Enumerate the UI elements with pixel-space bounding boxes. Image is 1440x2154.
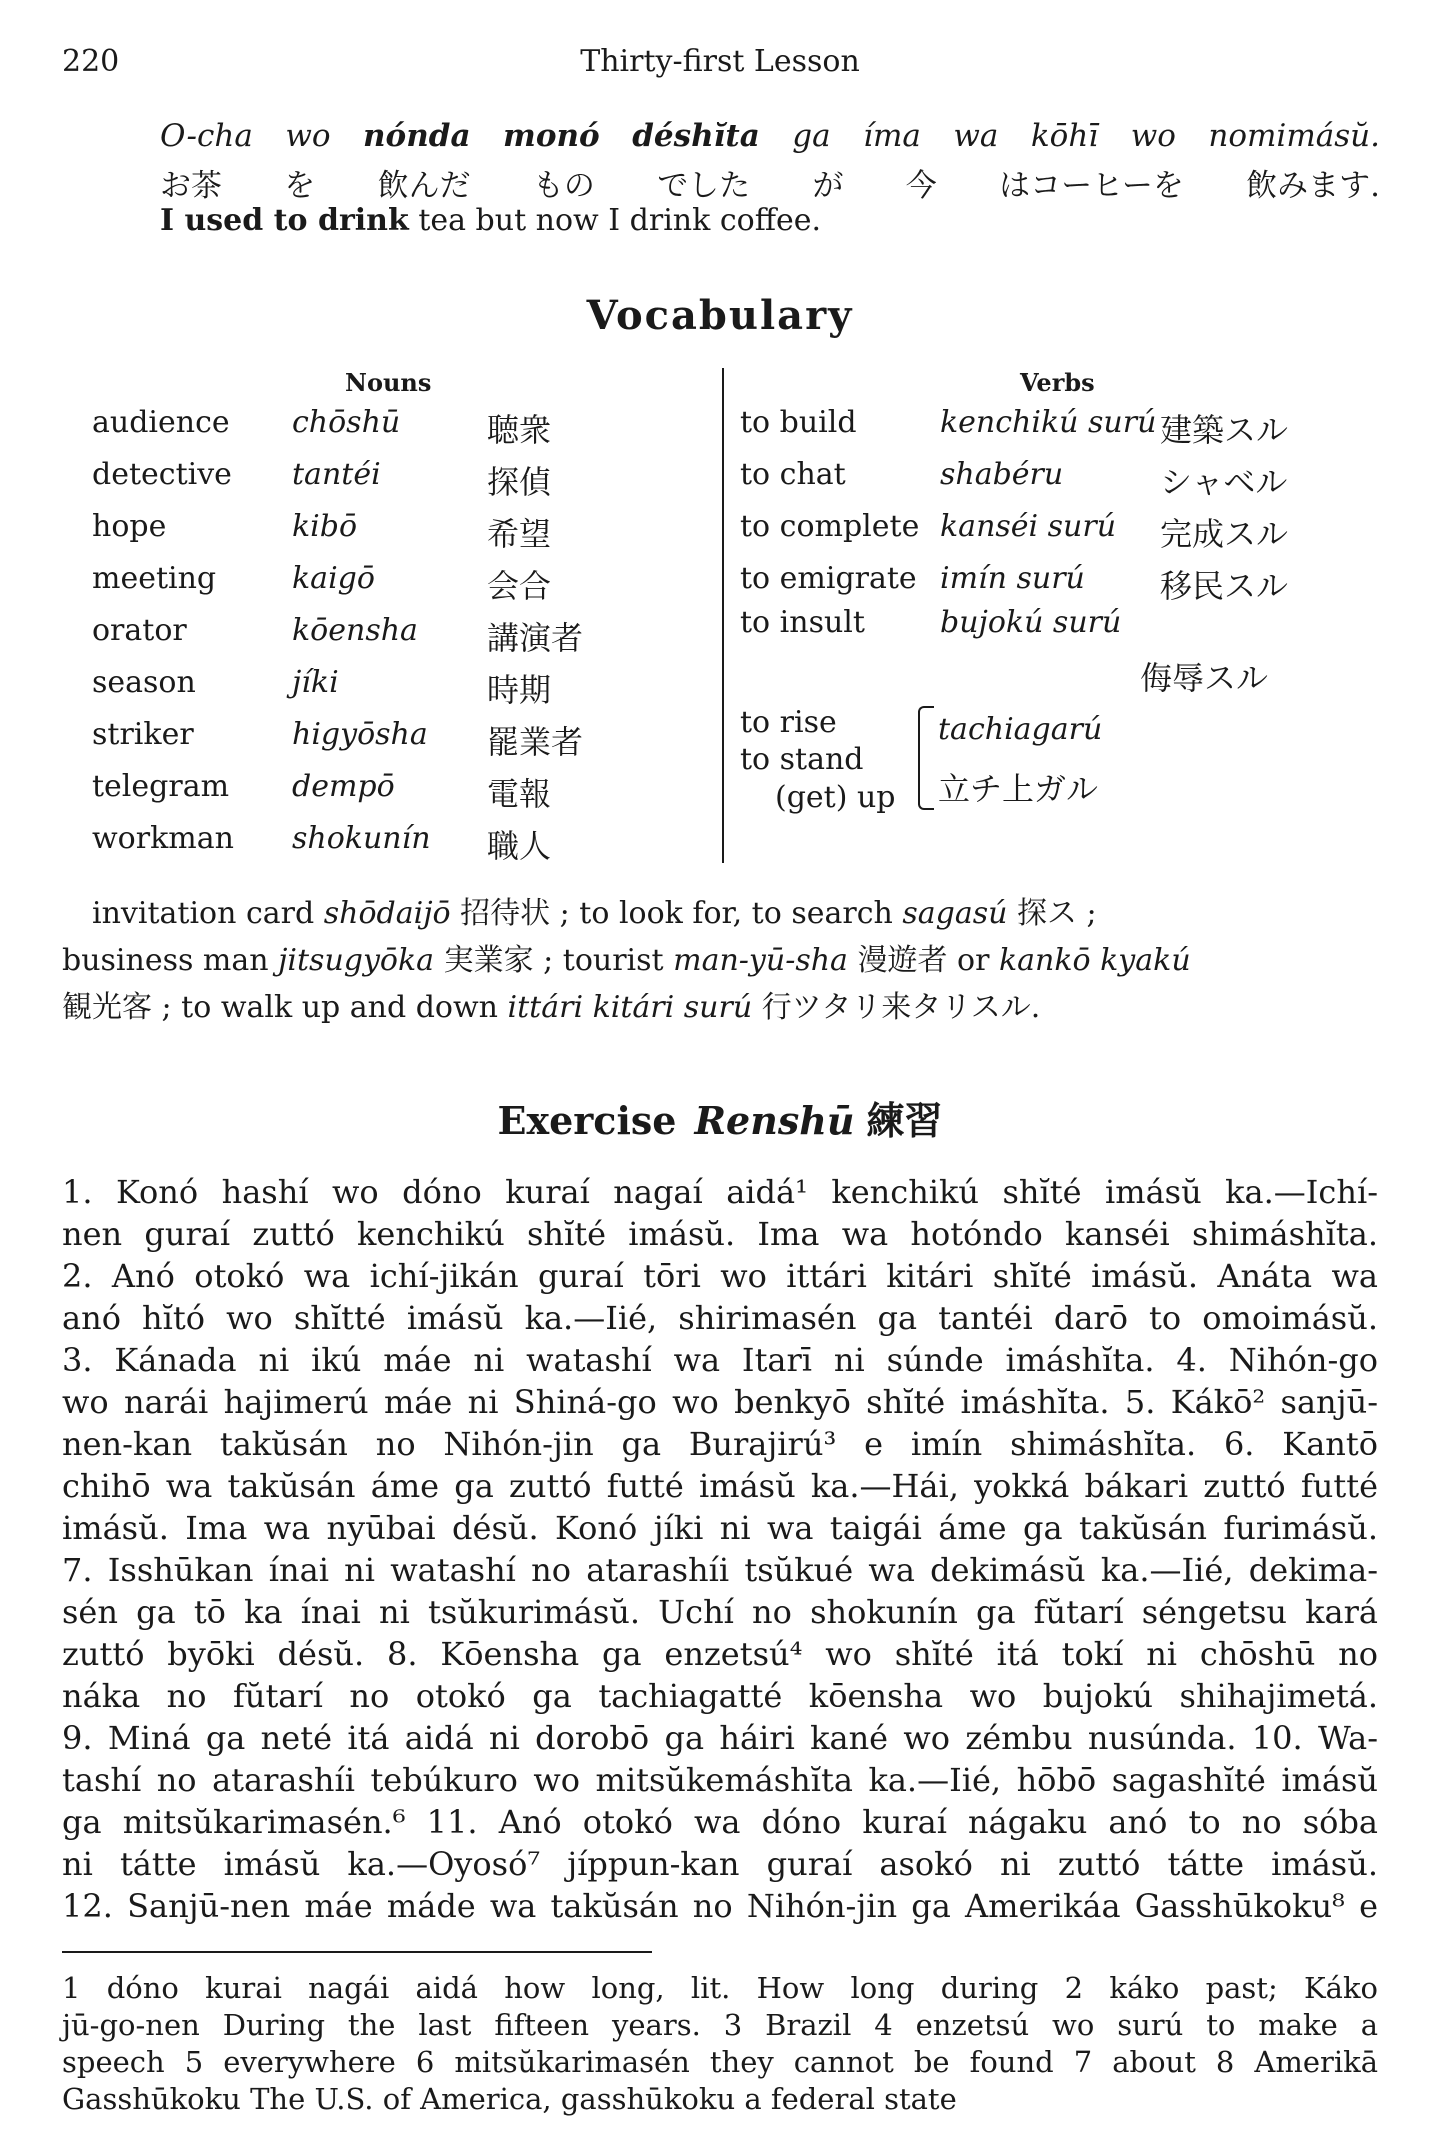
text-run: 招待状 ; to look for, to search xyxy=(450,896,903,931)
exercise-line: 2. Anó otokó wa ichí-jikán guraí tōri wo ittári kitári shĭté imásŭ. Anáta wa xyxy=(62,1257,1378,1295)
example-kana: 今 xyxy=(905,168,937,204)
verb-english: to complete xyxy=(740,509,920,544)
noun-romaji: tantéi xyxy=(292,457,381,492)
verb-kanji: 完成スル xyxy=(1160,515,1289,553)
noun-kanji: 時期 xyxy=(487,671,552,709)
running-title: Thirty-first Lesson xyxy=(580,44,860,79)
vocabulary-heading: Vocabulary xyxy=(586,292,854,339)
rise-english: to rise xyxy=(740,705,837,740)
example-english xyxy=(160,203,821,238)
exercise-line: chihō wa takŭsán áme ga zuttó futté imásŭ ka.—Hái, yokká bákari zuttó futté xyxy=(62,1467,1378,1505)
example-word: íma xyxy=(863,118,921,154)
footnote-rule xyxy=(62,1951,652,1953)
exercise-line: imásŭ. Ima wa nyūbai désŭ. Konó jíki ni wa taigái áme ga takŭsán furimásŭ. xyxy=(62,1509,1378,1547)
text-run: ittári kitári surú xyxy=(507,990,753,1025)
exercise-line: anó hĭtó wo shĭtté imásŭ ka.—Iié, shirimasén ga tantéi darō to omoimásŭ. xyxy=(62,1299,1378,1337)
footnote-line: speech 5 everywhere 6 mitsŭkarimasén they cannot be found 7 about 8 Amerikā xyxy=(62,2045,1378,2079)
noun-kanji: 聴衆 xyxy=(487,411,552,449)
insult-kanji: 侮辱スル xyxy=(1140,659,1269,697)
verb-romaji: bujokú surú xyxy=(940,605,1122,640)
example-kana: を xyxy=(284,168,316,204)
example-word: O-cha xyxy=(160,118,253,154)
vocab-extra-line xyxy=(92,888,1097,932)
verb-entry xyxy=(740,605,1400,657)
noun-romaji: kibō xyxy=(292,509,358,544)
example-word: wa xyxy=(953,118,999,154)
verb-kanji: 移民スル xyxy=(1160,567,1289,605)
example-romaji-line xyxy=(160,118,1380,154)
exercise-line: 9. Miná ga neté itá aidá ni dorobō ga háiri kané wo zémbu nusúnda. 10. Wa- xyxy=(62,1719,1378,1757)
text-run: man-yū-sha xyxy=(673,943,848,978)
verb-kanji: 建築スル xyxy=(1160,411,1289,449)
noun-english: detective xyxy=(92,457,232,492)
verb-kanji: シャベル xyxy=(1160,463,1288,501)
noun-entry xyxy=(92,613,712,665)
noun-english: workman xyxy=(92,821,234,856)
noun-kanji: 探偵 xyxy=(487,463,552,501)
verb-english: to emigrate xyxy=(740,561,917,596)
noun-english: striker xyxy=(92,717,194,752)
example-kana: お茶 xyxy=(160,168,222,204)
exercise-line: 12. Sanjū-nen máe máde wa takŭsán no Nihón-jin ga Amerikáa Gasshūkoku⁸ e xyxy=(62,1887,1378,1925)
text-run: 実業家 ; tourist xyxy=(434,943,674,978)
noun-english: season xyxy=(92,665,196,700)
exercise-line: 3. Kánada ni ikú máe ni watashí wa Itarī ni súnde imáshĭta. 4. Nihón-go xyxy=(62,1341,1378,1379)
text-run: jitsugyōka xyxy=(278,943,435,978)
text-run: shōdaijō xyxy=(323,896,451,931)
footnote-line: Gasshūkoku The U.S. of America, gasshūkoku a federal state xyxy=(62,2082,957,2116)
footnote-line: 1 dóno kurai nagái aidá how long, lit. How long during 2 káko past; Káko xyxy=(62,1971,1378,2005)
noun-entry xyxy=(92,821,712,873)
example-word: wo xyxy=(285,118,331,154)
tachiagaru-kanji: 立チ上ガル xyxy=(938,770,1099,808)
text-run: 行ツタリ来タリスル. xyxy=(752,990,1041,1025)
noun-romaji: jíki xyxy=(292,665,339,700)
noun-english: telegram xyxy=(92,769,230,804)
text-run: 探ス ; xyxy=(1007,896,1097,931)
exercise-line: 1. Konó hashí wo dóno kuraí nagaí aidá¹ kenchikú shĭté imásŭ ka.—Ichí- xyxy=(62,1173,1378,1211)
verb-english: to insult xyxy=(740,605,865,640)
verb-english: to chat xyxy=(740,457,846,492)
verb-romaji: shabéru xyxy=(940,457,1064,492)
noun-kanji: 希望 xyxy=(487,515,552,553)
verb-entry xyxy=(740,509,1400,561)
noun-kanji: 会合 xyxy=(487,567,552,605)
example-kana: でした xyxy=(657,168,751,204)
noun-entry xyxy=(92,509,712,561)
example-word: monó xyxy=(503,118,600,154)
text-run: business man xyxy=(62,943,279,978)
example-word: déshĭta xyxy=(632,118,760,154)
verbs-heading: Verbs xyxy=(1020,368,1095,397)
verb-romaji: kenchikú surú xyxy=(940,405,1157,440)
example-word: nomimásŭ. xyxy=(1208,118,1380,154)
example-kana: もの xyxy=(532,168,595,204)
example-kana: 飲みます. xyxy=(1246,168,1380,204)
noun-entry xyxy=(92,405,712,457)
noun-romaji: shokunín xyxy=(292,821,431,856)
example-word: nónda xyxy=(363,118,471,154)
page-number: 220 xyxy=(62,44,120,79)
noun-kanji: 職人 xyxy=(487,827,552,865)
exercise-line: ga mitsŭkarimasén.⁶ 11. Anó otokó wa dóno kuraí nágaku anó to no sóba xyxy=(62,1803,1378,1841)
example-kana-line xyxy=(160,160,1380,205)
verb-romaji: imín surú xyxy=(940,561,1085,596)
verb-entry xyxy=(740,457,1400,509)
noun-romaji: higyōsha xyxy=(292,717,428,752)
noun-kanji: 罷業者 xyxy=(487,723,584,761)
noun-english: hope xyxy=(92,509,167,544)
tachiagaru-romaji: tachiagarú xyxy=(938,712,1103,747)
nouns-heading: Nouns xyxy=(345,368,432,397)
verb-romaji: kanséi surú xyxy=(940,509,1117,544)
text-run: 漫遊者 or xyxy=(847,943,999,978)
exercise-line: tashí no atarashíi tebúkuro wo mitsŭkemáshĭta ka.—Iié, hōbō sagashĭté imásŭ xyxy=(62,1761,1378,1799)
verb-entry xyxy=(740,405,1400,457)
noun-english: audience xyxy=(92,405,230,440)
example-word: wo xyxy=(1130,118,1176,154)
exercise-line: ni tátte imásŭ ka.—Oyosó⁷ jíppun-kan guraí asokó ni zuttó tátte imásŭ. xyxy=(62,1845,1378,1883)
noun-romaji: kaigō xyxy=(292,561,375,596)
exercise-line: wo narái hajimerú máe ni Shiná-go wo benkyō shĭté imáshĭta. 5. Kákō² sanjū- xyxy=(62,1383,1378,1421)
text-run: 観光客 ; to walk up and down xyxy=(62,990,508,1025)
noun-romaji: dempō xyxy=(292,769,395,804)
exercise-heading-romaji: Renshū xyxy=(694,1098,855,1143)
example-word: ga xyxy=(792,118,831,154)
grouping-brace xyxy=(918,706,934,810)
exercise-line: nen-kan takŭsán no Nihón-jin ga Burajirú³ e imín shimáshĭta. 6. Kantō xyxy=(62,1425,1378,1463)
get-up-english: (get) up xyxy=(775,780,896,815)
text-run: invitation card xyxy=(92,896,324,931)
noun-kanji: 講演者 xyxy=(487,619,584,657)
noun-english: orator xyxy=(92,613,187,648)
vocab-extra-line xyxy=(62,935,1191,979)
example-kana: が xyxy=(812,168,844,204)
exercise-line: zuttó byōki désŭ. 8. Kōensha ga enzetsú⁴ wo shĭté itá tokí ni chōshū no xyxy=(62,1635,1378,1673)
exercise-line: sén ga tō ka ínai ni tsŭkurimásŭ. Uchí no shokunín ga fŭtarí séngetsu kará xyxy=(62,1593,1378,1631)
exercise-heading-kanji: 練習 xyxy=(866,1098,943,1143)
vocabulary-divider xyxy=(722,368,724,863)
noun-entry xyxy=(92,769,712,821)
noun-english: meeting xyxy=(92,561,217,596)
footnote-line: jū-go-nen During the last fifteen years. 3 Brazil 4 enzetsú wo surú to make a xyxy=(62,2008,1378,2042)
verb-english: to build xyxy=(740,405,857,440)
noun-kanji: 電報 xyxy=(487,775,552,813)
text-run: kankō kyakú xyxy=(998,943,1191,978)
text-run: sagasú xyxy=(902,896,1008,931)
example-english-rest: tea but now I drink coffee. xyxy=(418,203,822,238)
noun-entry xyxy=(92,665,712,717)
vocab-extra-line xyxy=(62,982,1040,1026)
example-word: kōhī xyxy=(1030,118,1099,154)
exercise-line: nen guraí zuttó kenchikú shĭté imásŭ. Ima wa hotóndo kanséi shimáshĭta. xyxy=(62,1215,1378,1253)
noun-entry xyxy=(92,717,712,769)
example-kana: はコーヒーを xyxy=(999,168,1184,204)
stand-english: to stand xyxy=(740,742,864,777)
noun-entry xyxy=(92,561,712,613)
noun-romaji: chōshū xyxy=(292,405,401,440)
exercise-heading-english: Exercise xyxy=(497,1098,677,1143)
noun-entry xyxy=(92,457,712,509)
exercise-line: náka no fŭtarí no otokó ga tachiagatté kōensha wo bujokú shihajimetá. xyxy=(62,1677,1378,1715)
example-english-bold: I used to drink xyxy=(160,203,409,238)
example-kana: 飲んだ xyxy=(377,168,471,204)
exercise-heading xyxy=(0,1090,1440,1145)
noun-romaji: kōensha xyxy=(292,613,418,648)
exercise-line: 7. Isshūkan ínai ni watashí no atarashíi tsŭkué wa dekimásŭ ka.—Iié, dekima- xyxy=(62,1551,1378,1589)
